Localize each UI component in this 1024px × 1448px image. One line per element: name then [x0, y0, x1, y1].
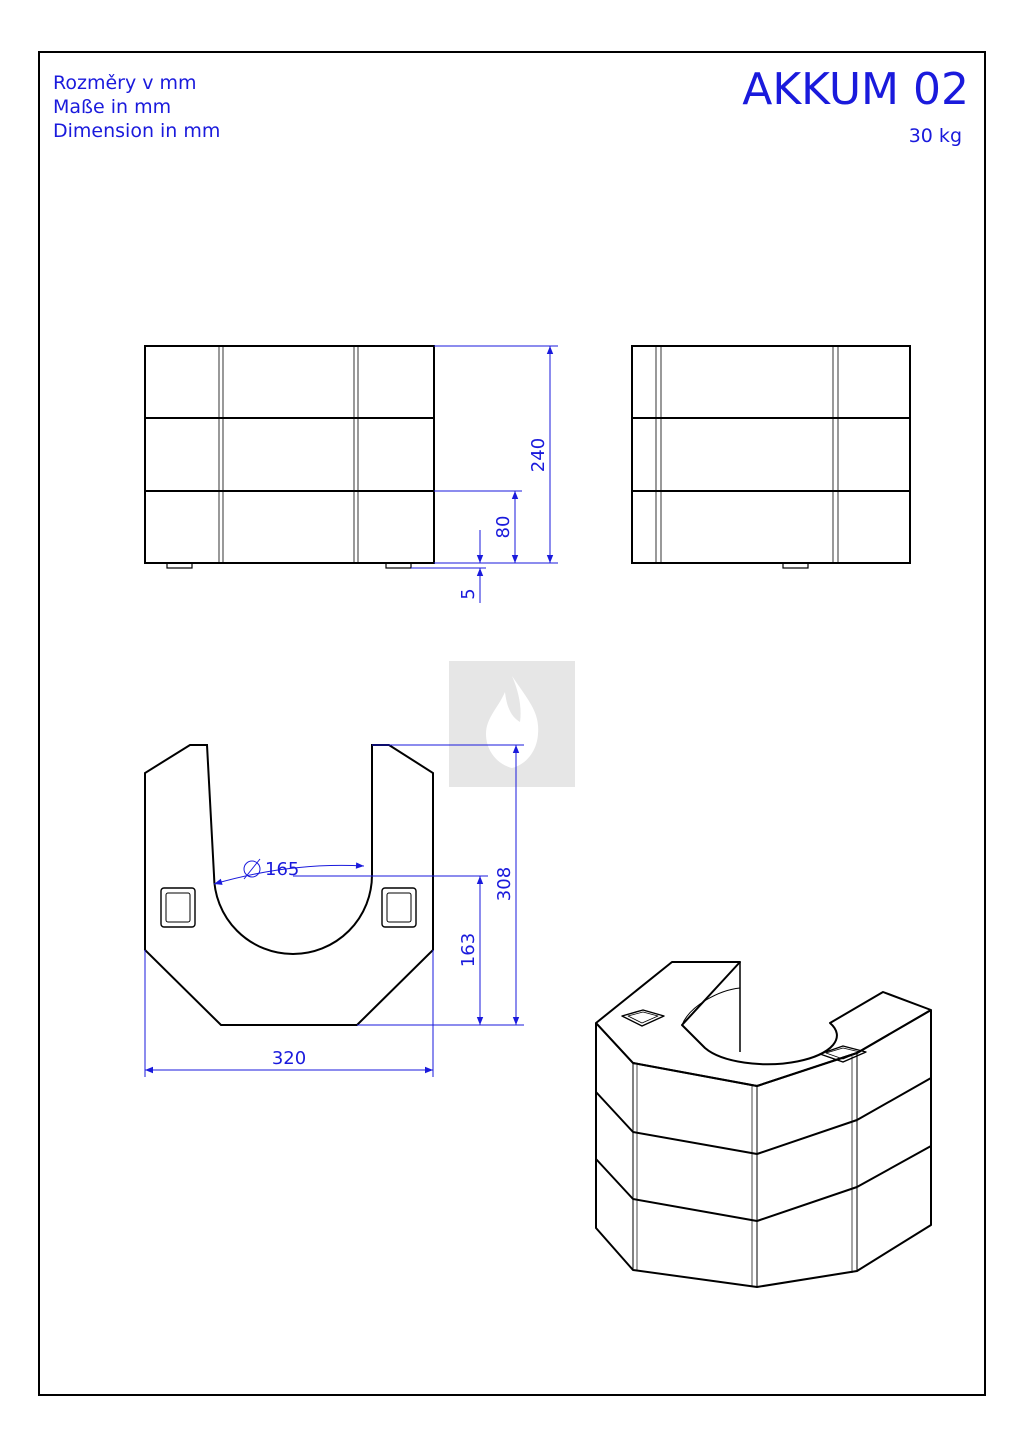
units-note-cz: Rozměry v mm	[53, 72, 197, 94]
product-weight: 30 kg	[908, 125, 962, 147]
dim-depth: 308	[494, 866, 515, 902]
front-view	[145, 346, 434, 568]
dim-radius-center: 163	[458, 932, 479, 968]
dim-diameter: 165	[265, 859, 300, 880]
dim-foot: 5	[458, 588, 479, 600]
flame-icon	[449, 661, 575, 787]
top-dimensions	[145, 745, 524, 1077]
side-view	[632, 346, 910, 568]
product-title: AKKUM 02	[742, 64, 969, 115]
units-note-en: Dimension in mm	[53, 120, 221, 142]
units-note-de: Maße in mm	[53, 96, 172, 118]
top-view	[145, 745, 433, 1025]
dim-width: 320	[271, 1048, 307, 1069]
dim-height-segment: 80	[493, 515, 514, 539]
isometric-view	[596, 962, 931, 1287]
dim-height-total: 240	[528, 437, 549, 473]
